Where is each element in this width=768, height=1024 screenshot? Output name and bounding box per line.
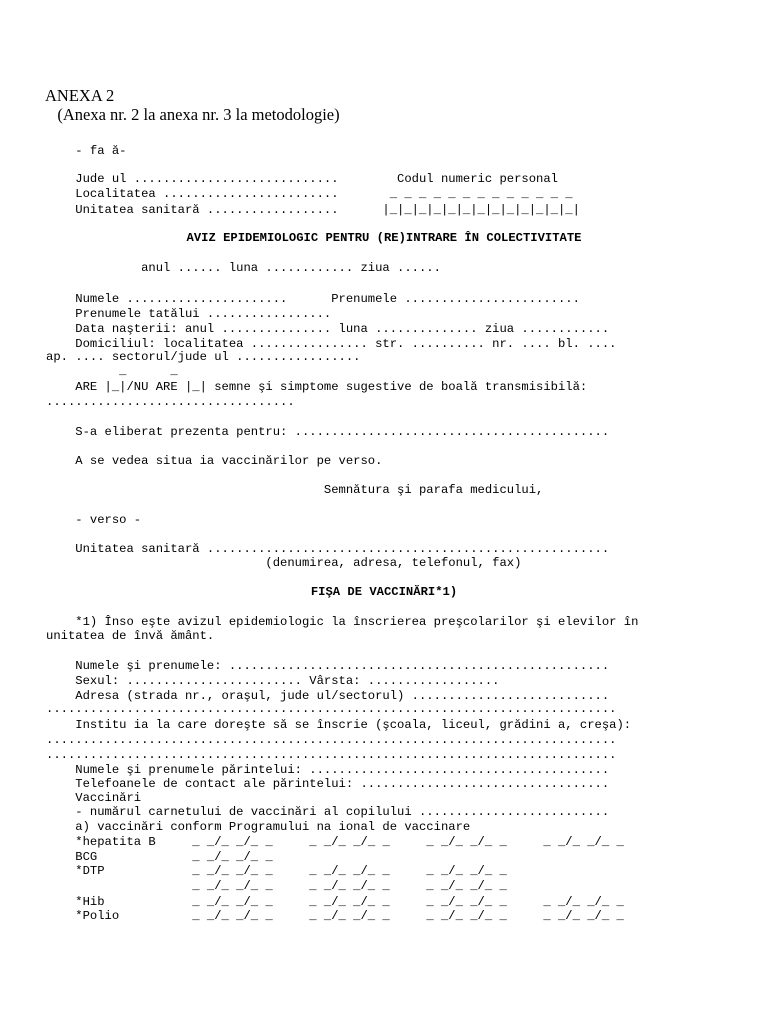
- parinte-row: Numele şi prenumele părintelui: .........................................: [46, 763, 610, 777]
- carnet-row: - numărul carnetului de vaccinări al copilului ..........................: [46, 805, 610, 819]
- document-heading: [45, 86, 340, 124]
- vaccine-dates: _ _/_ _/_ _ _ _/_ _/_ _ _ _/_ _/_ _: [104, 864, 507, 878]
- vaccine-dates: _ _/_ _/_ _ _ _/_ _/_ _ _ _/_ _/_ _ _ _/_ _/_ _: [104, 895, 624, 909]
- vaccine-name: *Hib: [46, 895, 105, 909]
- aviz-title: AVIZ EPIDEMIOLOGIC PENTRU (RE)INTRARE ÎN COLECTIVITATE: [186, 231, 582, 245]
- checkbox-marks: _ _: [46, 364, 178, 378]
- annex-subtitle: (Anexa nr. 2 la anexa nr. 3 la metodologie): [45, 105, 340, 124]
- sexul-row: Sexul: ........................ Vârsta: ..................: [46, 674, 500, 688]
- prenumele-tatalui-row: Prenumele tatălui .................: [46, 307, 332, 321]
- vaccine-dates: _ _/_ _/_ _ _ _/_ _/_ _ _ _/_ _/_ _: [46, 879, 507, 893]
- program-row: a) vaccinări conform Programului na ional de vaccinare: [46, 820, 471, 834]
- vaccine-name: *Polio: [46, 909, 120, 923]
- unitate-row: Unitatea sanitară .................. |_|_|_|_|_|_|_|_|_|_|_|_|_|: [46, 203, 580, 217]
- telefoane-row: Telefoanele de contact ale părintelui: ..................................: [46, 777, 610, 791]
- vaccine-row: [46, 879, 766, 894]
- semnatura-row: Semnătura şi parafa medicului,: [46, 483, 544, 497]
- denumirea-hint: (denumirea, adresa, telefonul, fax): [46, 556, 522, 570]
- verso-label: - verso -: [46, 513, 142, 527]
- face-label: - fa ă-: [46, 144, 127, 158]
- data-nasterii-row: Data naşterii: anul ............... luna .............. ziua ............: [46, 322, 610, 336]
- ap-sector-row: ap. .... sectorul/jude ul .................: [46, 350, 361, 364]
- annex-title: ANEXA 2: [45, 86, 115, 105]
- note-line-2: unitatea de învă ământ.: [46, 629, 215, 643]
- vaccine-dates: _ _/_ _/_ _: [97, 850, 273, 864]
- verso-unitate-row: Unitatea sanitară .......................................................: [46, 542, 610, 556]
- institutia-dots-1: ..............................................................................: [46, 733, 617, 747]
- vaccine-dates: _ _/_ _/_ _ _ _/_ _/_ _ _ _/_ _/_ _ _ _/_ _/_ _: [119, 909, 624, 923]
- institutia-dots-2: ..............................................................................: [46, 748, 617, 762]
- vaccine-name: *hepatita B: [46, 835, 156, 849]
- adresa-row: Adresa (strada nr., oraşul, jude ul/sectorul) ...........................: [46, 689, 610, 703]
- judet-row: Jude ul ............................ Codul numeric personal: [46, 172, 558, 186]
- nume-prenume-row: Numele şi prenumele: ....................................................: [46, 659, 610, 673]
- localitate-row: Localitatea ........................ _ _ _ _ _ _ _ _ _ _ _ _ _: [46, 187, 573, 201]
- domiciliul-row: Domiciliul: localitatea ................ str. .......... nr. .... bl. ....: [46, 337, 617, 351]
- institutia-row: Institu ia la care doreşte să se înscrie (şcoala, liceul, grădini a, creşa):: [46, 718, 632, 732]
- vaccine-name: *DTP: [46, 864, 105, 878]
- eliberat-row: S-a eliberat prezenta pentru: ...........................................: [46, 425, 610, 439]
- vaccine-row: [46, 909, 766, 924]
- numele-row: Numele ...................... Prenumele ........................: [46, 292, 580, 306]
- vaccine-name: BCG: [46, 850, 98, 864]
- vaccine-row: [46, 835, 766, 850]
- date-line: anul ...... luna ............ ziua ......: [46, 261, 441, 275]
- vaccinari-label: Vaccinări: [46, 791, 142, 805]
- are-dots: ..................................: [46, 395, 295, 409]
- vaccine-row: [46, 864, 766, 879]
- note-line-1: *1) Înso eşte avizul epidemiologic la înscrierea preşcolarilor şi elevilor în: [46, 615, 639, 629]
- vedea-row: A se vedea situa ia vaccinărilor pe verso.: [46, 454, 383, 468]
- are-line: ARE |_|/NU ARE |_| semne şi simptome sugestive de boală transmisibilă:: [46, 380, 588, 394]
- vaccine-dates: _ _/_ _/_ _ _ _/_ _/_ _ _ _/_ _/_ _ _ _/_ _/_ _: [155, 835, 624, 849]
- adresa-dots: ..............................................................................: [46, 702, 617, 716]
- fisa-title: FIŞA DE VACCINĂRI*1): [310, 585, 458, 599]
